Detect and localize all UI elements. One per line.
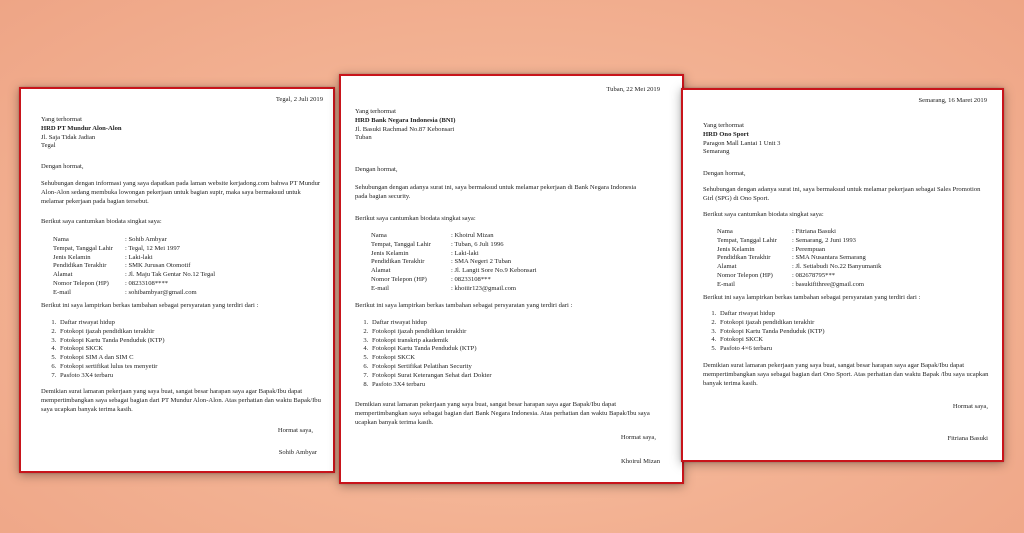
list-item: 3. Fotokopi Kartu Tanda Penduduk (KTP) <box>718 328 825 337</box>
signature-name: Sohib Ambyar <box>278 449 317 456</box>
bio-label: Nama <box>53 236 69 243</box>
list-item: 7. Fotokopi Surat Keterangan Sehat dari Dokter <box>370 372 492 381</box>
opening-paragraph: Sehubungan dengan informasi yang saya dapatkan pada laman website kerjadong.com bahwa PT Mundur Alon-Alon sedang membuka lowongan pekerjaan untuk bagian supir, maka saya bermaksud untuk melamar pekerjaan pada bagian tersebut. <box>41 180 321 205</box>
list-item: 1. Daftar riwayat hidup <box>718 310 825 319</box>
bio-value: : Laki-laki <box>451 249 479 257</box>
bio-label: Tempat, Tanggal Lahir <box>717 236 777 244</box>
letter-3 <box>681 88 1004 462</box>
greeting: Dengan hormat, <box>355 166 398 173</box>
bio-label: Alamat <box>717 263 737 271</box>
bio-row <box>717 237 881 246</box>
closing-paragraph: Demikian surat lamaran pekerjaan yang saya buat, sangat besar harapan saya agar Bapak/Ibu dapat mempertimbangkan saya sebagai bagian dari Ono Sport. Atas perhatian dan waktu Bapak /Ibu saya ucapkan banyak terima kasih. <box>703 362 989 387</box>
regards: Hormat saya, <box>277 427 313 434</box>
bio-table <box>371 232 537 294</box>
list-item: 5. Fotokopi SIM A dan SIM C <box>58 354 165 363</box>
bio-label: Nomor Telepon (HP) <box>53 279 109 287</box>
bio-label: Pendidikan Terakhir <box>371 258 425 266</box>
company-name: HRD Ono Sport <box>703 130 749 138</box>
company-name: HRD Bank Negara Indonesia (BNI) <box>355 116 456 124</box>
bio-row <box>371 267 537 276</box>
bio-intro: Berikut saya cantumkan biodata singkat saya: <box>355 215 476 222</box>
bio-value: : Perempuan <box>792 245 826 253</box>
attachments-list <box>43 319 165 381</box>
signature-name: Khoirul Mizan <box>620 458 660 465</box>
greeting: Dengan hormat, <box>41 163 84 170</box>
list-item: 4. Fotokopi Kartu Tanda Penduduk (KTP) <box>370 345 492 354</box>
bio-row <box>371 241 537 250</box>
list-item: 1. Daftar riwayat hidup <box>58 319 165 328</box>
bio-label: Pendidikan Terakhir <box>717 254 771 262</box>
bio-intro: Berikut saya cantumkan biodata singkat saya: <box>703 211 824 218</box>
recipient-address <box>355 108 455 143</box>
bio-intro: Berikut saya cantumkan biodata singkat saya: <box>41 218 162 225</box>
letter-1 <box>19 87 335 473</box>
bio-label: Alamat <box>371 267 391 275</box>
bio-label: Jenis Kelamin <box>53 253 91 261</box>
bio-value: : Jl. Langit Sore No.9 Kebonsari <box>451 267 537 275</box>
bio-label: Pendidikan Terakhir <box>53 262 107 270</box>
opening-paragraph: Sehubungan dengan adanya surat ini, saya bermaksud untuk melamar pekerjaan di Bank Negara Indonesia pada bagian security. <box>355 184 637 200</box>
bio-label: Nama <box>371 232 387 239</box>
bio-row <box>53 289 215 298</box>
salutation-to: Yang terhormat <box>41 116 82 123</box>
list-item: 3. Fotokopi Kartu Tanda Penduduk (KTP) <box>58 337 165 346</box>
bio-value: : Jl. Setiabudi No.22 Banyumanik <box>792 263 882 271</box>
company-name: HRD PT Mundur Alon-Alon <box>41 124 122 132</box>
list-item: 7. Pasfoto 3X4 terbaru <box>58 372 165 381</box>
bio-row <box>53 254 215 263</box>
bio-value: : SMA Negeri 2 Tuban <box>451 258 512 266</box>
closing-paragraph: Demikian surat lamaran pekerjaan yang saya buat, sangat besar harapan saya agar Bapak/Ibu dapat mempertimbangkan saya sebagai bagian dari PT Mundur Alon-Alon. Atas perhatian dan waktu Bapak/Ibu saya ucapkan banyak terima kasih. <box>41 388 321 413</box>
bio-row <box>371 258 537 267</box>
list-item: 4. Fotokopi SKCK <box>718 336 825 345</box>
address-line: Paragon Mall Lantai 1 Unit 3 <box>703 139 781 147</box>
bio-value: : 08233108*** <box>451 275 491 283</box>
attachments-intro: Berikut ini saya lampirkan berkas tambahan sebagai persyaratan yang terdiri dari : <box>703 294 921 301</box>
salutation-to: Yang terhormat <box>703 122 744 129</box>
bio-row <box>53 245 215 254</box>
regards: Hormat saya, <box>952 403 988 410</box>
letter-date: Semarang, 16 Maret 2019 <box>918 97 987 104</box>
list-item: 2. Fotokopi ijazah pendidikan terakhir <box>370 328 492 337</box>
bio-value: : 08233108**** <box>125 279 169 287</box>
bio-table <box>717 228 881 290</box>
bio-value: : Tuban, 6 Juli 1996 <box>451 240 504 248</box>
salutation-to: Yang terhormat <box>355 108 396 115</box>
letter-2 <box>339 74 684 484</box>
attachments-list <box>355 319 492 389</box>
opening-paragraph: Sehubungan dengan adanya surat ini, saya bermaksud untuk melamar pekerjaan sebagai Sales Promotion Girl (SPG) di Ono Sport. <box>703 186 981 202</box>
list-item: 2. Fotokopi ijazah pendidikan terakhir <box>58 328 165 337</box>
bio-row <box>717 228 881 237</box>
bio-value: : Jl. Maju Tak Gentar No.12 Tegal <box>125 271 216 279</box>
attachments-list <box>703 310 825 354</box>
bio-row <box>717 254 881 263</box>
bio-row <box>371 232 537 241</box>
bio-label: E-mail <box>371 284 389 292</box>
bio-value: : Laki-laki <box>125 253 153 261</box>
list-item: 5. Pasfoto 4×6 terbaru <box>718 345 825 354</box>
closing-paragraph: Demikian surat lamaran pekerjaan yang saya buat, sangat besar harapan saya agar Bapak/Ibu dapat mempertimbangkan saya sebagai bagian dari Bank Negara Indonesia. Atas perhatian dan waktu Bapak/Ibu saya ucapkan banyak terima kasih. <box>355 401 650 426</box>
list-item: 8. Pasfoto 3X4 terbaru <box>370 381 492 390</box>
bio-label: Nomor Telepon (HP) <box>371 275 427 283</box>
bio-row <box>53 280 215 289</box>
bio-value: : Fitriana Basuki <box>792 228 836 235</box>
bio-value: : khoiiir123@gmail.com <box>451 284 517 292</box>
list-item: 4. Fotokopi SKCK <box>58 345 165 354</box>
bio-row <box>717 272 881 281</box>
bio-row <box>371 250 537 259</box>
list-item: 6. Fotokopi sertifikat lulus tes menyetir <box>58 363 165 372</box>
bio-value: : SMK Jurusan Otomotif <box>125 262 191 270</box>
bio-value: : Semarang, 2 Juni 1993 <box>792 236 856 244</box>
bio-label: Tempat, Tanggal Lahir <box>371 240 431 248</box>
list-item: 2. Fotokopi ijazah pendidikan terakhir <box>718 319 825 328</box>
bio-label: Nomor Telepon (HP) <box>717 271 773 279</box>
bio-label: Jenis Kelamin <box>371 249 409 257</box>
bio-value: : basukifithree@gmail.com <box>792 280 864 288</box>
attachments-intro: Berikut ini saya lampirkan berkas tambahan sebagai persyaratan yang terdiri dari : <box>41 302 259 309</box>
bio-row <box>371 285 537 294</box>
signature-name: Fitriana Basuki <box>947 435 988 442</box>
bio-row <box>53 271 215 280</box>
bio-row <box>717 281 881 290</box>
list-item: 5. Fotokopi SKCK <box>370 354 492 363</box>
list-item: 1. Daftar riwayat hidup <box>370 319 492 328</box>
bio-value: : sohibambyar@gmail.com <box>125 288 197 296</box>
address-line: Semarang <box>703 148 730 156</box>
bio-value: : Khoirul Mizan <box>451 232 494 239</box>
recipient-address <box>703 122 780 157</box>
address-line: Jl. Basuki Rachmad No.87 Kebonsari <box>355 125 455 133</box>
address-line: Tuban <box>355 134 372 142</box>
list-item: 6. Fotokopi Sertifikat Pelatihan Security <box>370 363 492 372</box>
bio-value: : SMA Nusantara Semarang <box>792 254 866 262</box>
bio-row <box>717 246 881 255</box>
bio-value: : 082678795*** <box>792 271 836 279</box>
bio-table <box>53 236 215 298</box>
regards: Hormat saya, <box>620 434 656 441</box>
greeting: Dengan hormat, <box>703 170 746 177</box>
bio-row <box>717 263 881 272</box>
bio-row <box>53 262 215 271</box>
bio-value: : Sohib Ambyar <box>125 236 167 243</box>
bio-row <box>53 236 215 245</box>
letter-date: Tuban, 22 Mei 2019 <box>606 86 660 93</box>
bio-label: Tempat, Tanggal Lahir <box>53 244 113 252</box>
list-item: 3. Fotokopi transkrip akademik <box>370 337 492 346</box>
bio-label: Jenis Kelamin <box>717 245 755 253</box>
bio-value: : Tegal, 12 Mei 1997 <box>125 244 180 252</box>
bio-label: Alamat <box>53 271 73 279</box>
bio-row <box>371 276 537 285</box>
attachments-intro: Berikut ini saya lampirkan berkas tambahan sebagai persyaratan yang terdiri dari : <box>355 302 573 309</box>
address-line: Jl. Saja Tidak Jadian <box>41 133 96 141</box>
recipient-address <box>41 116 122 151</box>
bio-label: E-mail <box>53 288 71 296</box>
letter-date: Tegal, 2 Juli 2019 <box>275 96 323 103</box>
bio-label: Nama <box>717 228 733 235</box>
bio-label: E-mail <box>717 280 735 288</box>
address-line: Tegal <box>41 142 56 150</box>
